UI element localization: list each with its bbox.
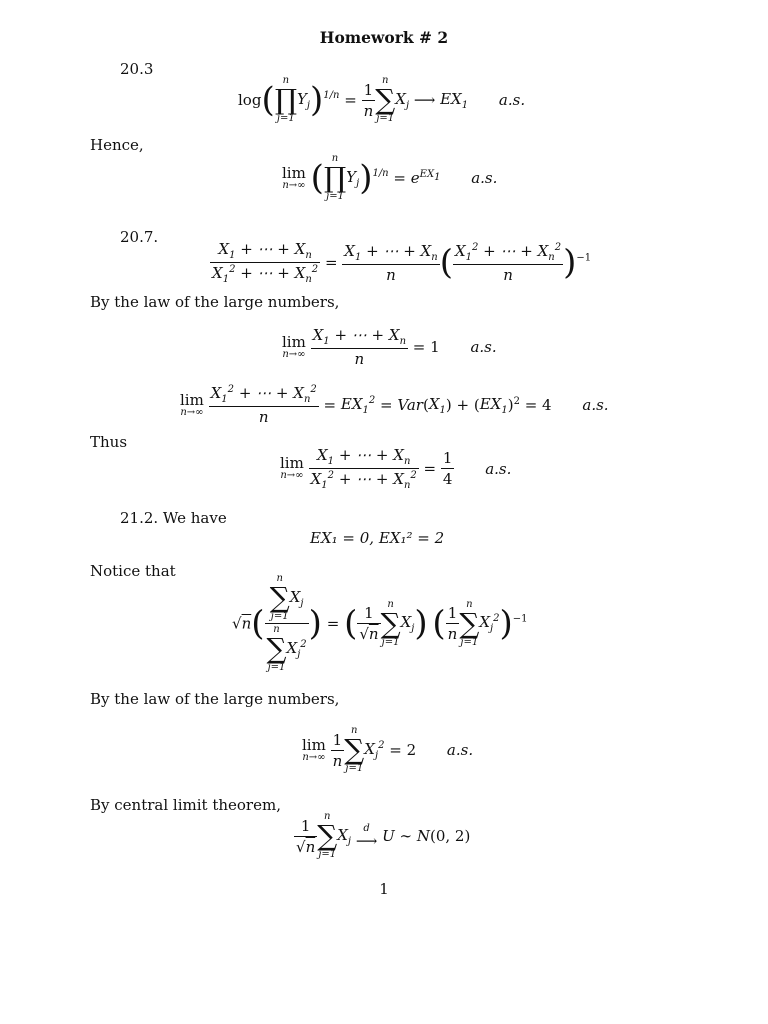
equation-20-7: $\frac{X_1 + \cdots + X_n}{X_1^2 + \cdots + X_n^2}$ = $\frac{X_1 + \cdots + X_n}{n}$ ( $\frac{X_1^2 + \cdots + X_n^2}{n}$ )$^{-1}$	[212, 240, 592, 285]
equation-moments: EX₁ = 0, EX₁² = 2	[310, 529, 445, 547]
equation-limit-4: lim n→∞ $\frac{1}{n}$ n ∑ j=1 $X_j^2 = 2$ a.s.	[302, 725, 474, 774]
equation-hence: lim n→∞ ( n ∏ j=1 $Y_j)^{1/n} = e^{EX_1}$ a.s.	[282, 153, 498, 202]
as-label: a.s.	[471, 169, 498, 187]
as-label: a.s.	[498, 91, 526, 109]
equation-20-3: log( n ∏ j=1 $Y_j)^{1/n}$ = $\frac{1}{n}$ n ∑ j=1 $X_j$ ⟶ $EX_1$ a.s.	[238, 75, 526, 124]
as-label: a.s.	[470, 338, 497, 356]
equation-limit-2: lim n→∞ $\frac{X_1^2 + \cdots + X_n^2}{n}$ = $EX_1^2 = Var(X_1) + (EX_1)^2 = 4$ a.s.	[180, 384, 609, 426]
text-thus: Thus	[90, 433, 128, 451]
problem-label-20-7: 20.7.	[120, 228, 159, 246]
text-clt: By central limit theorem,	[90, 796, 281, 814]
as-label: a.s.	[485, 459, 512, 478]
text-lln-1: By the law of the large numbers,	[90, 293, 340, 311]
equation-notice: √n( n ∑ j=1 $X_j$ n ∑ j=1 $X_j^2$ ) = ( $\frac{1}{√n}$ n ∑ j=1 $X_j$) ( $\frac{1}{n}$ n ∑ j=1 $X_j^2)^{-1}$	[232, 573, 528, 673]
problem-label-21-2: 21.2. We have	[120, 509, 227, 527]
text-lln-2: By the law of the large numbers,	[90, 690, 340, 708]
text-hence: Hence,	[90, 136, 144, 154]
text-notice: Notice that	[90, 562, 176, 580]
page-number: 1	[379, 880, 389, 898]
as-label: a.s.	[446, 741, 474, 759]
as-label: a.s.	[582, 396, 609, 414]
equation-clt: $\frac{1}{√n}$ n ∑ j=1 $X_j$ d ⟶ U ∼ N(0, 2)	[296, 811, 471, 860]
problem-label-20-3: 20.3	[120, 60, 154, 78]
equation-limit-3: lim n→∞ $\frac{X_1 + \cdots + X_n}{X_1^2 + \cdots + X_n^2}$ = $\frac{1}{4}$ a.s.	[280, 446, 512, 491]
page-title: Homework # 2	[319, 28, 449, 47]
equation-limit-1: lim n→∞ $\frac{X_1 + \cdots + X_n}{n}$ = 1 a.s.	[282, 326, 497, 368]
